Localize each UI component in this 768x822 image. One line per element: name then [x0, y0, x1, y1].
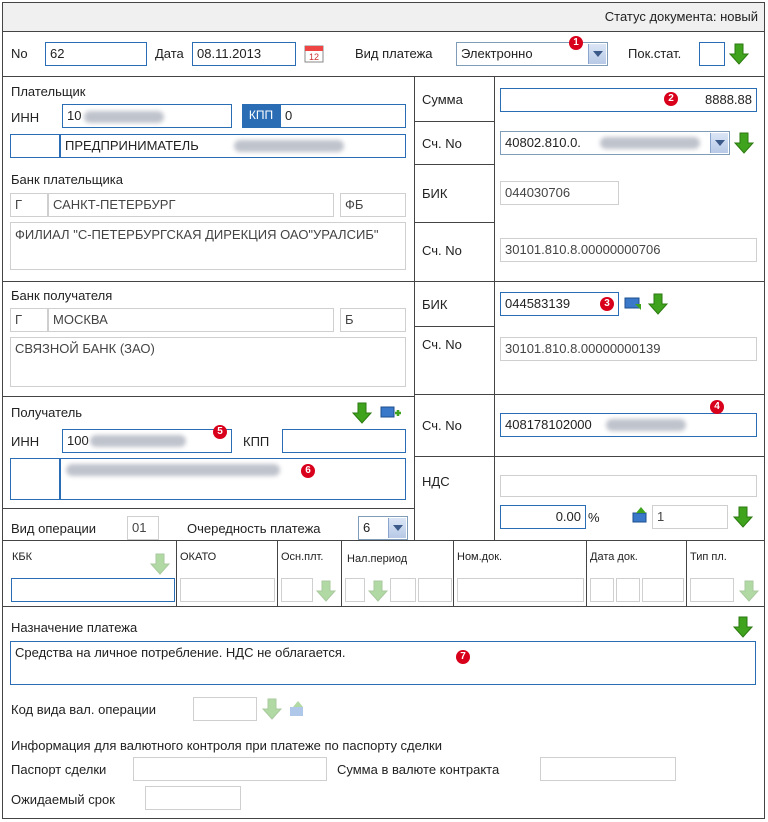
pay-type-field[interactable] — [690, 578, 734, 602]
svg-text:12: 12 — [308, 52, 320, 62]
vat-calc-icon[interactable] — [631, 506, 651, 524]
payer-bank-title: Банк плательщика — [11, 172, 123, 187]
payer-kpp-field[interactable]: 0 — [280, 104, 406, 128]
bank-directory-icon[interactable] — [624, 296, 644, 312]
payer-title: Плательщик — [11, 84, 86, 99]
passport-field[interactable] — [133, 757, 327, 781]
okato-field[interactable] — [180, 578, 275, 602]
account-label: Сч. No — [422, 136, 462, 151]
bik-label: БИК — [422, 186, 448, 201]
priority-label: Очередность платежа — [187, 521, 321, 536]
payer-inn-value: 10 — [67, 108, 82, 123]
payer-corr-account: 30101.810.8.00000000706 — [500, 238, 757, 262]
recipient-account-label: Сч. No — [422, 418, 462, 433]
payment-type-value: Электронно — [461, 46, 533, 61]
currency-directory-icon[interactable] — [288, 700, 308, 718]
vat-percent-field[interactable]: 0.00 — [500, 505, 586, 529]
recipient-kpp-field[interactable] — [282, 429, 406, 453]
passport-label: Паспорт сделки — [11, 762, 107, 777]
payment-type-label: Вид платежа — [355, 46, 433, 61]
pay-type-header: Тип пл. — [690, 551, 727, 563]
doc-date-header: Дата док. — [590, 551, 638, 563]
osn-field[interactable] — [281, 578, 313, 602]
operation-type-value: 01 — [127, 516, 159, 540]
operation-type-label: Вид операции — [11, 521, 97, 536]
period-field-3[interactable] — [418, 578, 452, 602]
green-down-arrow-icon[interactable] — [352, 402, 372, 424]
recipient-account-value: 408178102000 — [505, 417, 592, 432]
expected-term-field[interactable] — [145, 786, 241, 810]
vat-label: НДС — [422, 474, 450, 489]
payer-kpp-label: КПП — [242, 104, 280, 128]
payer-code-field[interactable] — [10, 134, 60, 158]
contract-sum-field[interactable] — [540, 757, 676, 781]
amount-field[interactable]: 8888.88 — [500, 88, 757, 112]
chevron-down-icon[interactable] — [588, 44, 606, 64]
recipient-bik-label: БИК — [422, 297, 448, 312]
badge-2: 2 — [664, 92, 678, 106]
account-value: 40802.810.0. — [505, 135, 581, 150]
vat-rate-field[interactable]: 1 — [652, 505, 728, 529]
recipient-bank-code: Б — [340, 308, 406, 332]
vat-text-field — [500, 475, 757, 497]
payer-bank-code: ФБ — [340, 193, 406, 217]
calendar-icon[interactable] — [303, 42, 325, 64]
payer-bik-value: 044030706 — [500, 181, 619, 205]
document-status: Статус документа: новый — [604, 9, 758, 24]
number-label: No — [11, 46, 28, 61]
payer-name-field[interactable] — [60, 134, 406, 158]
priority-value: 6 — [363, 520, 371, 535]
recipient-corr-label: Сч. No — [422, 337, 462, 352]
doc-date-field-2[interactable] — [616, 578, 640, 602]
nom-header: Ном.док. — [457, 551, 503, 563]
green-down-arrow-icon[interactable] — [739, 580, 759, 602]
recipient-inn-value: 100 — [67, 433, 89, 448]
badge-4: 4 — [710, 400, 724, 414]
number-field[interactable]: 62 — [45, 42, 147, 66]
green-down-arrow-icon[interactable] — [734, 132, 754, 154]
badge-3: 3 — [600, 297, 614, 311]
period-field-1[interactable] — [345, 578, 365, 602]
pok-stat-label: Пок.стат. — [628, 46, 682, 61]
chevron-down-icon[interactable] — [388, 518, 406, 538]
amount-label: Сумма — [422, 92, 463, 107]
period-field-2[interactable] — [390, 578, 416, 602]
date-label: Дата — [155, 46, 184, 61]
purpose-field[interactable]: Средства на личное потребление. НДС не облагается. — [10, 641, 756, 685]
recipient-bank-city-prefix: Г — [10, 308, 48, 332]
chevron-down-icon[interactable] — [710, 133, 728, 153]
green-down-arrow-icon[interactable] — [150, 553, 170, 575]
add-recipient-icon[interactable] — [380, 404, 402, 422]
green-down-arrow-icon[interactable] — [262, 698, 282, 720]
kbk-field[interactable] — [11, 578, 175, 602]
green-down-arrow-icon[interactable] — [368, 580, 388, 602]
payer-name-value: ПРЕДПРИНИМАТЕЛЬ — [65, 138, 199, 153]
currency-code-label: Код вида вал. операции — [11, 702, 157, 717]
kbk-header: КБК — [12, 551, 33, 563]
badge-1: 1 — [569, 36, 583, 50]
currency-info-title: Информация для валютного контроля при платеже по паспорту сделки — [11, 738, 442, 753]
green-down-arrow-icon[interactable] — [733, 616, 753, 638]
payer-inn-label: ИНН — [11, 110, 40, 125]
payer-bank-city-prefix: Г — [10, 193, 48, 217]
recipient-bank-name: СВЯЗНОЙ БАНК (ЗАО) — [10, 337, 406, 387]
payment-type-select[interactable] — [456, 42, 608, 66]
badge-7: 7 — [456, 650, 470, 664]
percent-sign: % — [588, 510, 600, 525]
payer-bank-name: ФИЛИАЛ "С-ПЕТЕРБУРГСКАЯ ДИРЕКЦИЯ ОАО"УРАЛСИБ" — [10, 222, 406, 270]
green-down-arrow-icon[interactable] — [733, 506, 753, 528]
green-down-arrow-icon[interactable] — [648, 293, 668, 315]
purpose-label: Назначение платежа — [11, 620, 138, 635]
recipient-bank-city: МОСКВА — [48, 308, 334, 332]
recipient-inn-label: ИНН — [11, 434, 40, 449]
date-field[interactable]: 08.11.2013 — [192, 42, 296, 66]
recipient-corr-account: 30101.810.8.00000000139 — [500, 337, 757, 361]
doc-date-field-1[interactable] — [590, 578, 614, 602]
recipient-bik-field[interactable]: 044583139 — [500, 292, 619, 316]
contract-sum-label: Сумма в валюте контракта — [337, 762, 500, 777]
nom-field[interactable] — [457, 578, 584, 602]
okato-header: ОКАТО — [180, 551, 217, 563]
payer-bank-city: САНКТ-ПЕТЕРБУРГ — [48, 193, 334, 217]
period-header: Нал.период — [347, 553, 408, 565]
recipient-kpp-label: КПП — [243, 434, 270, 449]
recipient-title: Получатель — [11, 405, 83, 420]
recipient-bank-title: Банк получателя — [11, 288, 113, 303]
recipient-code-field[interactable] — [10, 458, 60, 500]
pok-stat-field[interactable] — [699, 42, 725, 66]
badge-5: 5 — [213, 425, 227, 439]
badge-6: 6 — [301, 464, 315, 478]
green-down-arrow-icon[interactable] — [729, 43, 749, 65]
expected-term-label: Ожидаемый срок — [11, 792, 115, 807]
osn-header: Осн.плт. — [281, 551, 324, 563]
doc-date-field-3[interactable] — [642, 578, 684, 602]
currency-code-field[interactable] — [193, 697, 257, 721]
green-down-arrow-icon[interactable] — [316, 580, 336, 602]
corr-account-label: Сч. No — [422, 243, 462, 258]
